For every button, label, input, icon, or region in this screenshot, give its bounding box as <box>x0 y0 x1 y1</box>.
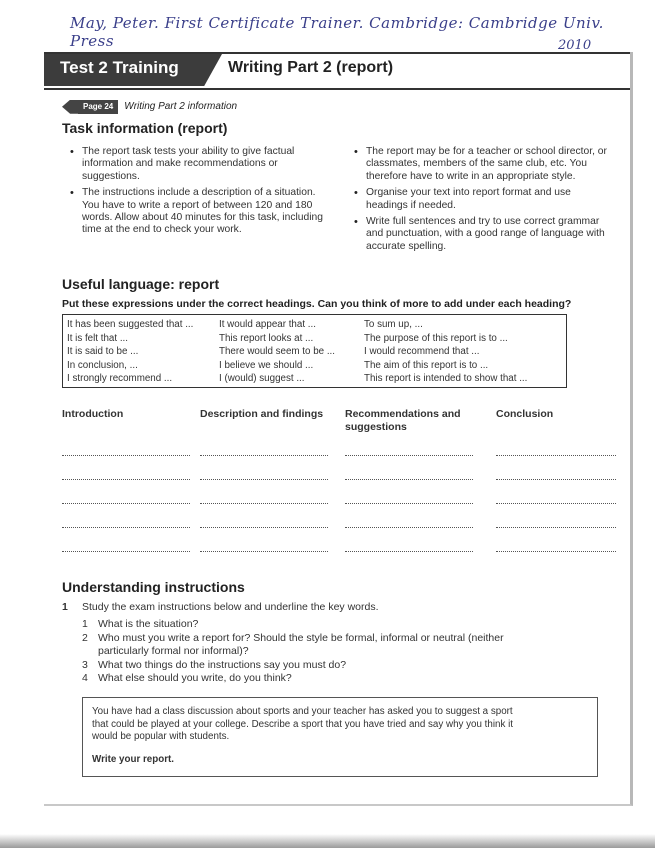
expressions-column-3 <box>364 318 527 386</box>
page-reference-text: Writing Part 2 information <box>124 101 238 113</box>
expression: It would appear that ... <box>219 319 316 330</box>
writing-line[interactable] <box>345 551 473 552</box>
exam-task-box <box>82 697 598 777</box>
writing-line[interactable] <box>345 527 473 528</box>
writing-line[interactable] <box>200 527 328 528</box>
sub-questions <box>82 618 562 686</box>
arrow-left-icon <box>62 100 80 114</box>
column-heading-conclusion: Conclusion <box>496 408 554 420</box>
page-badge: Page 24 <box>78 100 118 114</box>
page-reference <box>62 98 237 112</box>
task-prompt: Write your report. <box>92 754 175 765</box>
sub-question-text: What is the situation? <box>98 618 199 630</box>
sub-question <box>82 672 562 686</box>
writing-line[interactable] <box>496 527 616 528</box>
expression: This report looks at ... <box>219 332 314 344</box>
sub-question-text: What two things do the instructions say you must do? <box>98 658 347 671</box>
writing-line[interactable] <box>345 503 473 504</box>
task-info-heading: Task information (report) <box>62 120 228 136</box>
handwritten-year: 2010 <box>558 38 592 53</box>
understanding-heading: Understanding instructions <box>62 579 245 595</box>
column-heading-introduction: Introduction <box>62 408 124 420</box>
bullet-item: • The instructions include a description of a situation. You have to write a report of between 120 and 180 words. Allow about 40 minutes for this task, including time at the end to check your work. <box>64 187 332 237</box>
expression: The aim of this report is to ... <box>364 359 489 371</box>
bullet-item: • Organise your text into report format and use headings if needed. <box>348 187 613 212</box>
task-text: You have had a class discussion about sports and your teacher has asked you to suggest a sport that could be played at your college. Describe a sport that you have tried and say why you think it would be popular with students. <box>92 706 513 743</box>
test-title: Test 2 Training <box>60 58 179 77</box>
expression: There would seem to be ... <box>219 346 335 358</box>
writing-line[interactable] <box>62 455 190 456</box>
expression: It is felt that ... <box>67 332 128 344</box>
sub-question <box>82 632 548 659</box>
expression: This report is intended to show that ... <box>364 373 528 385</box>
sub-question-text: Who must you write a report for? Should the style be formal, informal or neutral (neither particularly formal nor informal)? <box>98 631 504 657</box>
writing-line[interactable] <box>496 455 616 456</box>
bullet-item: • The report task tests your ability to give factual information and make recommendations or suggestions. <box>64 146 332 183</box>
writing-line[interactable] <box>200 455 328 456</box>
writing-line[interactable] <box>345 455 473 456</box>
bullet-item: • Write full sentences and try to use correct grammar and punctuation, with a good range of language with accurate spelling. <box>348 216 613 253</box>
writing-line[interactable] <box>200 503 328 504</box>
expression: The purpose of this report is to ... <box>364 332 508 344</box>
question-text: Study the exam instructions below and underline the key words. <box>82 601 379 613</box>
expression: I believe we should ... <box>219 359 314 371</box>
expressions-column-2 <box>219 318 335 386</box>
sub-question <box>82 618 562 632</box>
expressions-column-1 <box>67 318 193 386</box>
expression: It is said to be ... <box>67 346 139 358</box>
writing-line[interactable] <box>62 551 190 552</box>
section-title: Writing Part 2 (report) <box>228 59 394 76</box>
writing-line[interactable] <box>496 503 616 504</box>
task-info-left-bullets <box>64 146 332 241</box>
sub-question-number: 2 <box>82 631 88 644</box>
sub-question-number: 3 <box>82 658 88 671</box>
expression: In conclusion, ... <box>67 359 138 371</box>
task-info-right-bullets <box>348 146 613 257</box>
writing-line[interactable] <box>496 479 616 480</box>
sub-question-number: 4 <box>82 672 88 684</box>
writing-line[interactable] <box>200 551 328 552</box>
question-number: 1 <box>62 601 68 613</box>
expression: I strongly recommend ... <box>67 373 173 385</box>
scan-bottom-edge <box>0 834 655 848</box>
writing-line[interactable] <box>345 479 473 480</box>
handwritten-citation: May, Peter. First Certificate Trainer. Cambridge: Cambridge Univ. Press <box>70 14 604 50</box>
useful-language-heading: Useful language: report <box>62 276 220 292</box>
sub-question-number: 1 <box>82 618 88 630</box>
sub-question <box>82 659 562 673</box>
expression: It has been suggested that ... <box>67 319 194 330</box>
expression: To sum up, ... <box>364 319 423 330</box>
writing-line[interactable] <box>62 527 190 528</box>
expressions-box <box>62 314 567 388</box>
bullet-item: • The report may be for a teacher or school director, or classmates, members of the same club, etc. You therefore have to write in an appropriate style. <box>348 146 613 183</box>
column-heading-description: Description and findings <box>200 408 324 420</box>
writing-line[interactable] <box>496 551 616 552</box>
writing-line[interactable] <box>200 479 328 480</box>
writing-line[interactable] <box>62 479 190 480</box>
useful-language-instruction: Put these expressions under the correct headings. Can you think of more to add under each heading? <box>62 298 572 310</box>
expression: I would recommend that ... <box>364 346 480 358</box>
writing-line[interactable] <box>62 503 190 504</box>
column-heading-recommendations: Recommendations and suggestions <box>345 408 461 433</box>
expression: I (would) suggest ... <box>219 373 305 385</box>
sub-question-text: What else should you write, do you think? <box>98 672 292 684</box>
